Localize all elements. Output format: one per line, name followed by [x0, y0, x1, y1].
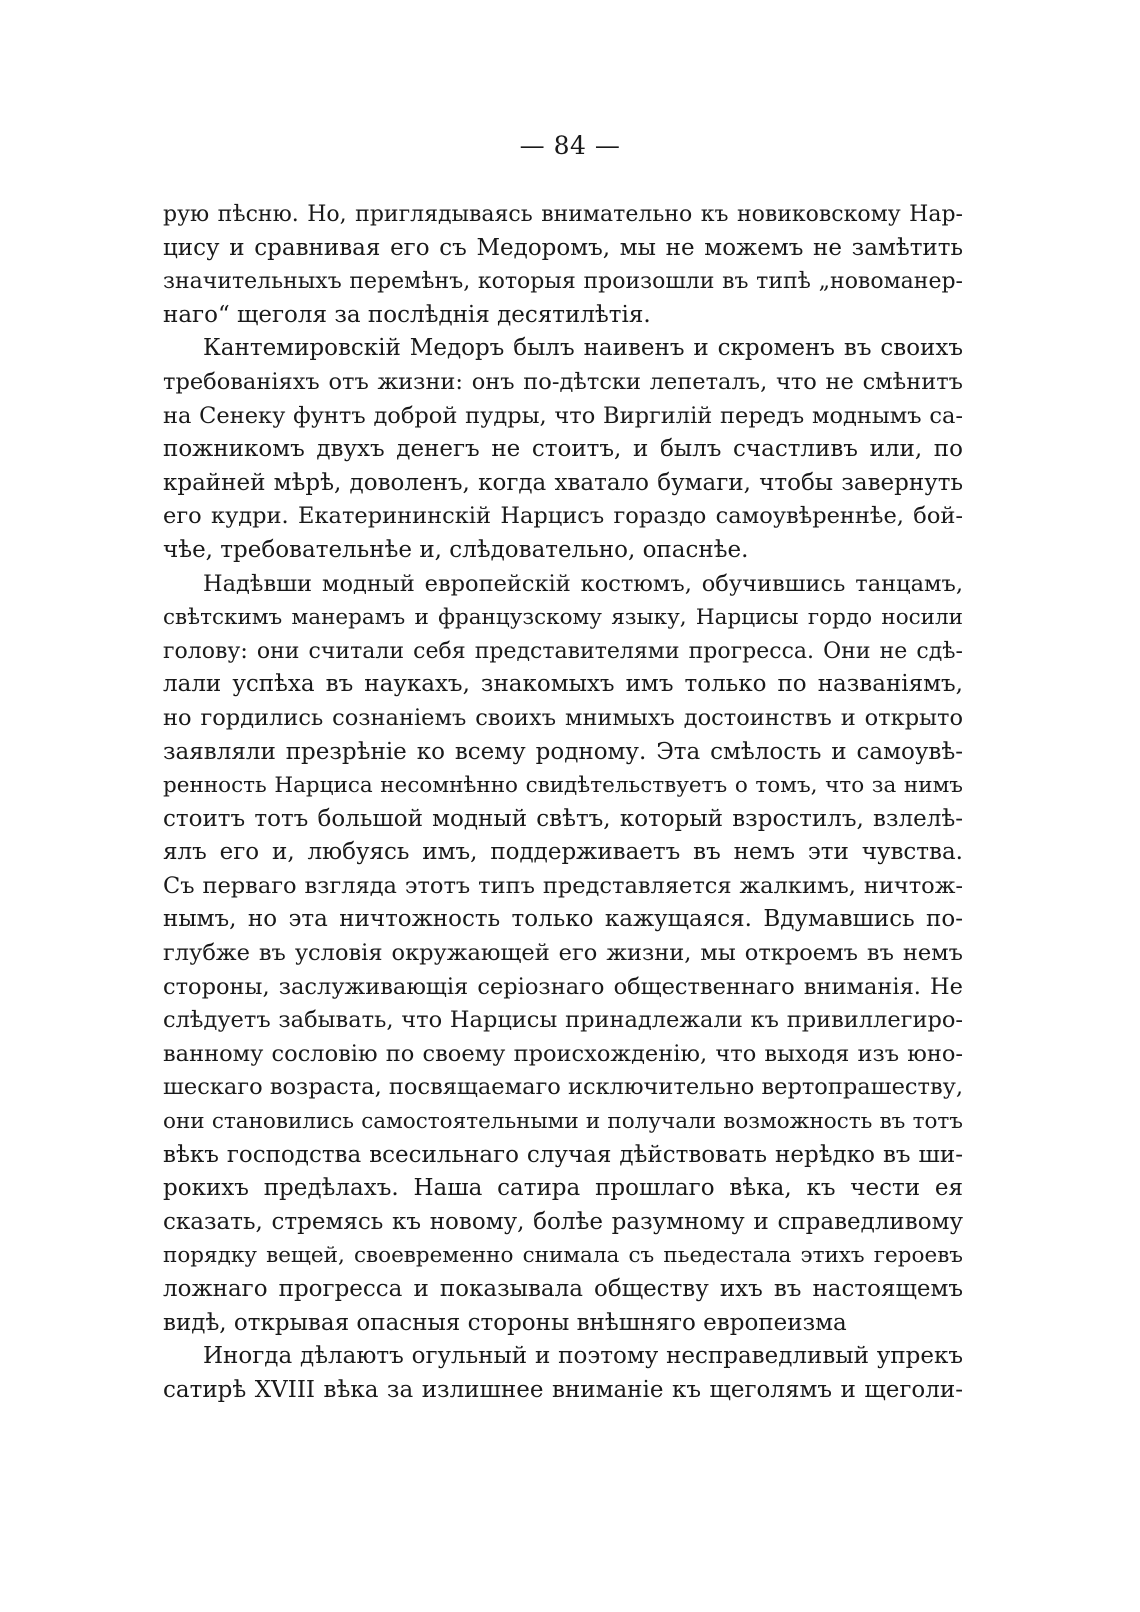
text-line: рую пѣсню. Но, приглядываясь внимательно къ новиковскому Нар- [163, 202, 963, 227]
text-line: ложнаго прогресса и показывала обществу ихъ въ настоящемъ [163, 1276, 963, 1302]
paragraph-4 [163, 1340, 963, 1407]
text-line: слѣдуетъ забывать, что Нарцисы принадлежали къ привиллегиро- [163, 1007, 963, 1034]
text-line: заявляли презрѣніе ко всему родному. Эта смѣлость и самоувѣ- [163, 738, 963, 765]
text-line: шескаго возраста, посвящаемаго исключительно вертопрашеству, [163, 1074, 963, 1101]
paragraph-1 [163, 198, 963, 332]
text-line: видѣ, открывая опасныя стороны внѣшняго европеизма [163, 1309, 847, 1336]
text-line: нымъ, но эта ничтожность только кажущаяся. Вдумавшись по- [163, 906, 963, 933]
text-line: Кантемировскій Медоръ былъ наивенъ и скроменъ въ своихъ [203, 335, 963, 362]
text-line: Надѣвши модный европейскій костюмъ, обучившись танцамъ, [203, 570, 963, 597]
body-text [163, 198, 963, 1407]
text-line: но гордились сознаніемъ своихъ мнимыхъ достоинствъ и открыто [163, 704, 963, 731]
text-line: стороны, заслуживающія серіознаго общественнаго вниманія. Не [163, 973, 963, 1000]
text-line: Съ перваго взгляда этотъ типъ представляется жалкимъ, ничтож- [163, 872, 963, 899]
text-line: они становились самостоятельными и получали возможность въ тотъ [163, 1109, 963, 1135]
text-line: на Сенеку фунтъ доброй пудры, что Виргилій передъ моднымъ са- [163, 402, 963, 429]
text-line: сказать, стремясь къ новому, болѣе разумному и справедливому [163, 1208, 963, 1235]
text-line: лали успѣха въ наукахъ, знакомыхъ имъ только по названіямъ, [163, 671, 963, 698]
text-line: требованіяхъ отъ жизни: онъ по-дѣтски лепеталъ, что не смѣнитъ [163, 368, 963, 395]
text-line: ванному сословію по своему происхожденію, что выходя изъ юно- [163, 1040, 963, 1067]
text-line: голову: они считали себя представителями прогресса. Они не сдѣ- [163, 638, 963, 664]
text-line: порядку вещей, своевременно снимала съ пьедестала этихъ героевъ [163, 1243, 963, 1269]
text-line: чѣе, требовательнѣе и, слѣдовательно, опаснѣе. [163, 536, 749, 563]
text-line: сатирѣ XVIII вѣка за излишнее вниманіе къ щеголямъ и щеголи- [163, 1376, 963, 1403]
text-line: ренность Нарциса несомнѣнно свидѣтельствуетъ о томъ, что за нимъ [163, 773, 963, 799]
text-line: вѣкъ господства всесильнаго случая дѣйствовать нерѣдко въ ши- [163, 1141, 963, 1168]
text-line: значительныхъ перемѣнъ, которыя произошли въ типѣ „новоманер- [163, 269, 963, 295]
paragraph-3 [163, 568, 963, 1341]
text-line: наго“ щеголя за послѣднія десятилѣтія. [163, 301, 651, 328]
text-line: рокихъ предѣлахъ. Наша сатира прошлаго вѣка, къ чести ея [163, 1175, 963, 1202]
page-number: — 84 — [519, 131, 621, 160]
text-line: стоитъ тотъ большой модный свѣтъ, который взростилъ, взлелѣ- [163, 805, 963, 832]
text-line: глубже въ условія окружающей его жизни, мы откроемъ въ немъ [163, 940, 963, 967]
text-line: свѣтскимъ манерамъ и французскому языку, Нарцисы гордо носили [163, 605, 963, 631]
text-line: его кудри. Екатерининскій Нарцисъ гораздо самоувѣреннѣе, бой- [163, 503, 963, 530]
text-line: цису и сравнивая его съ Медоромъ, мы не можемъ не замѣтить [163, 234, 963, 261]
paragraph-2 [163, 332, 963, 567]
text-line: ялъ его и, любуясь имъ, поддерживаетъ въ немъ эти чувства. [163, 839, 963, 866]
text-line: Иногда дѣлаютъ огульный и поэтому несправедливый упрекъ [203, 1343, 963, 1370]
text-line: пожникомъ двухъ денегъ не стоитъ, и былъ счастливъ или, по [163, 436, 963, 463]
text-line: крайней мѣрѣ, доволенъ, когда хватало бумаги, чтобы завернуть [163, 469, 963, 496]
